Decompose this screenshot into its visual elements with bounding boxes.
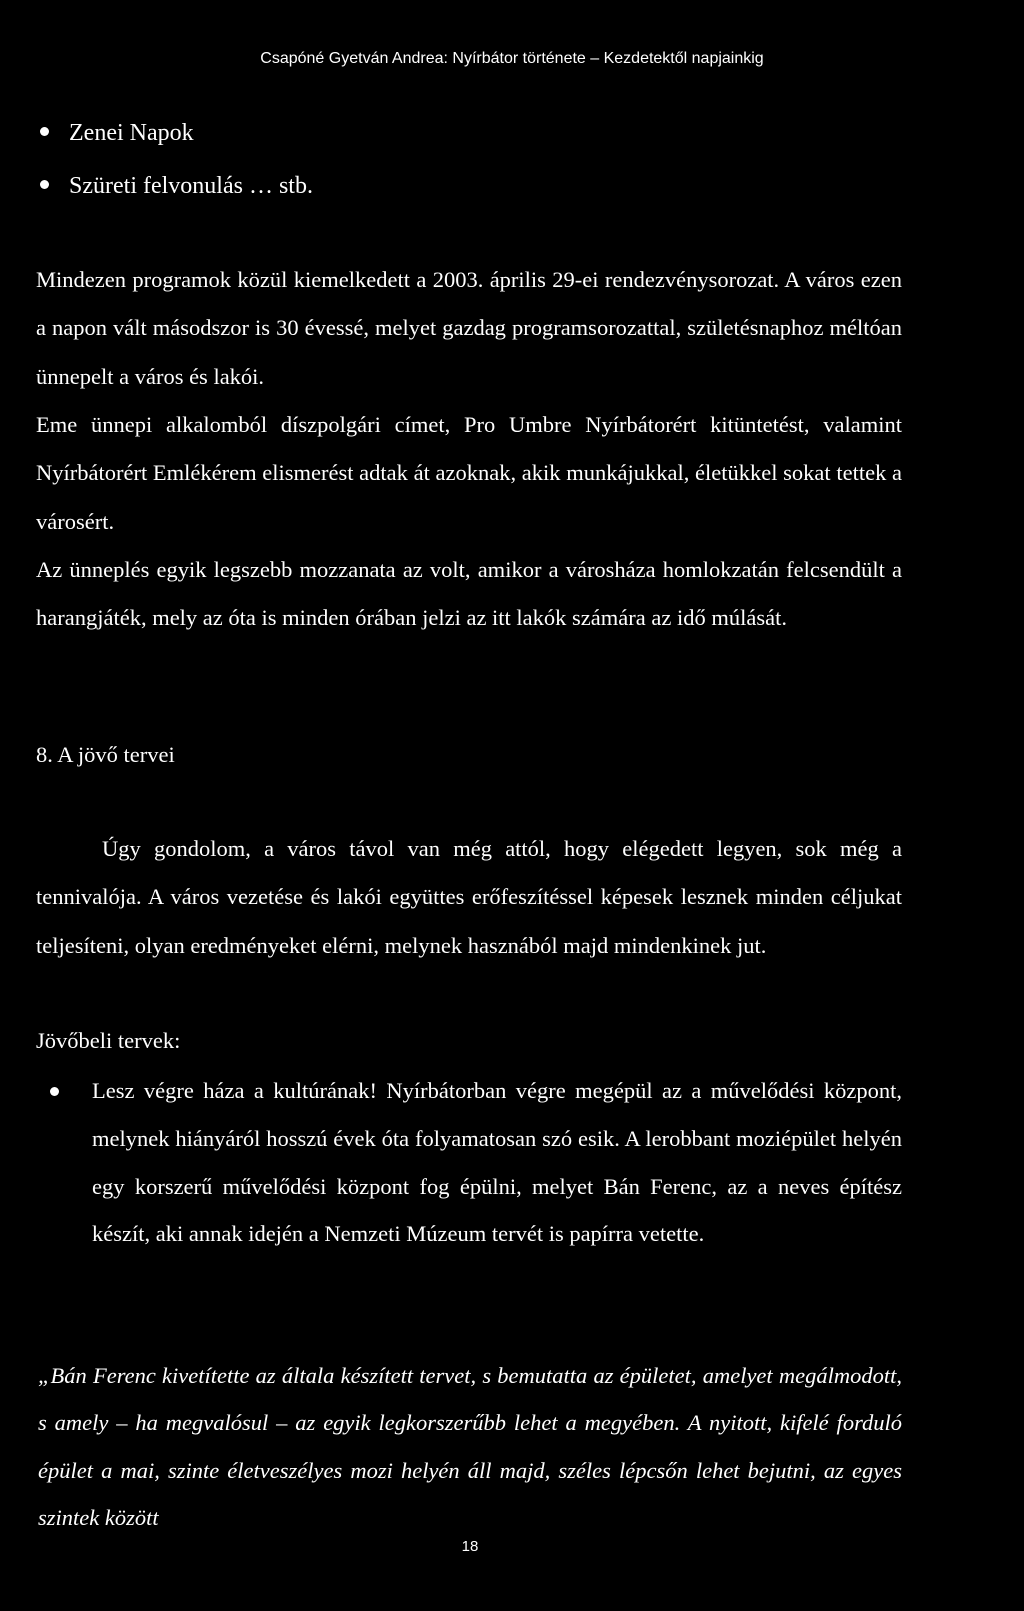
list-item-text: Zenei Napok — [69, 120, 194, 146]
list-item-text: Szüreti felvonulás … stb. — [69, 173, 313, 199]
section-heading: 8. A jövő tervei — [36, 742, 175, 767]
list-item — [40, 173, 313, 200]
future-plans-label: Jövőbeli tervek: — [36, 1028, 181, 1053]
bullet-icon — [40, 127, 49, 136]
paragraph-celebration: Mindezen programok közül kiemelkedett a 2003. április 29-ei rendezvénysorozat. A város ezen a napon vált másodszor is 30 évessé, melyet gazdag programsorozattal, születésnaphoz méltóan ünnepelt a város és lakói. — [36, 267, 902, 389]
paragraph-awards: Eme ünnepi alkalomból díszpolgári címet, Pro Umbre Nyírbátorért kitüntetést, valamint Nyírbátorért Emlékérem elismerést adtak át azoknak, akik munkájukkal, életükkel sokat tettek a városért. — [36, 412, 902, 534]
page-number: 18 — [461, 1538, 479, 1555]
bullet-icon — [50, 1087, 59, 1096]
quote-paragraph: „Bán Ferenc kivetítette az általa készített tervet, s bemutatta az épületet, amelyet megálmodott, s amely – ha megvalósul – az egyik legkorszerűbb lehet a megyében. A nyitott, kifelé forduló épület a mai, szinte életveszélyes mozi helyén áll majd, széles lépcsőn lehet bejutni, az egyes szintek között — [38, 1363, 902, 1530]
paragraph-carillon: Az ünneplés egyik legszebb mozzanata az volt, amikor a városháza homlokzatán felcsendült a harangjáték, mely az óta is minden órában jelzi az itt lakók számára az idő múlását. — [36, 557, 902, 631]
list-item-text: Lesz végre háza a kultúrának! Nyírbátorban végre megépül az a művelődési központ, melynek hiányáról hosszú évek óta folyamatosan szó esik. A lerobbant moziépület helyén egy korszerű művelődési központ fog épülni, melyet Bán Ferenc, az a neves építész készít, aki annak idején a Nemzeti Múzeum tervét is papírra vetette. — [92, 1078, 902, 1247]
paragraph-future-intro: Úgy gondolom, a város távol van még attól, hogy elégedett legyen, sok még a tennivalója. A város vezetése és lakói együttes erőfeszítéssel képesek lesznek minden céljukat teljesíteni, olyan eredményeket elérni, melynek hasznából majd mindenkinek jut. — [36, 836, 902, 958]
list-item — [40, 120, 194, 147]
bullet-icon — [40, 180, 49, 189]
list-item — [50, 1067, 902, 1258]
running-header: Csapóné Gyetván Andrea: Nyírbátor története – Kezdetektől napjainkig — [260, 50, 764, 67]
